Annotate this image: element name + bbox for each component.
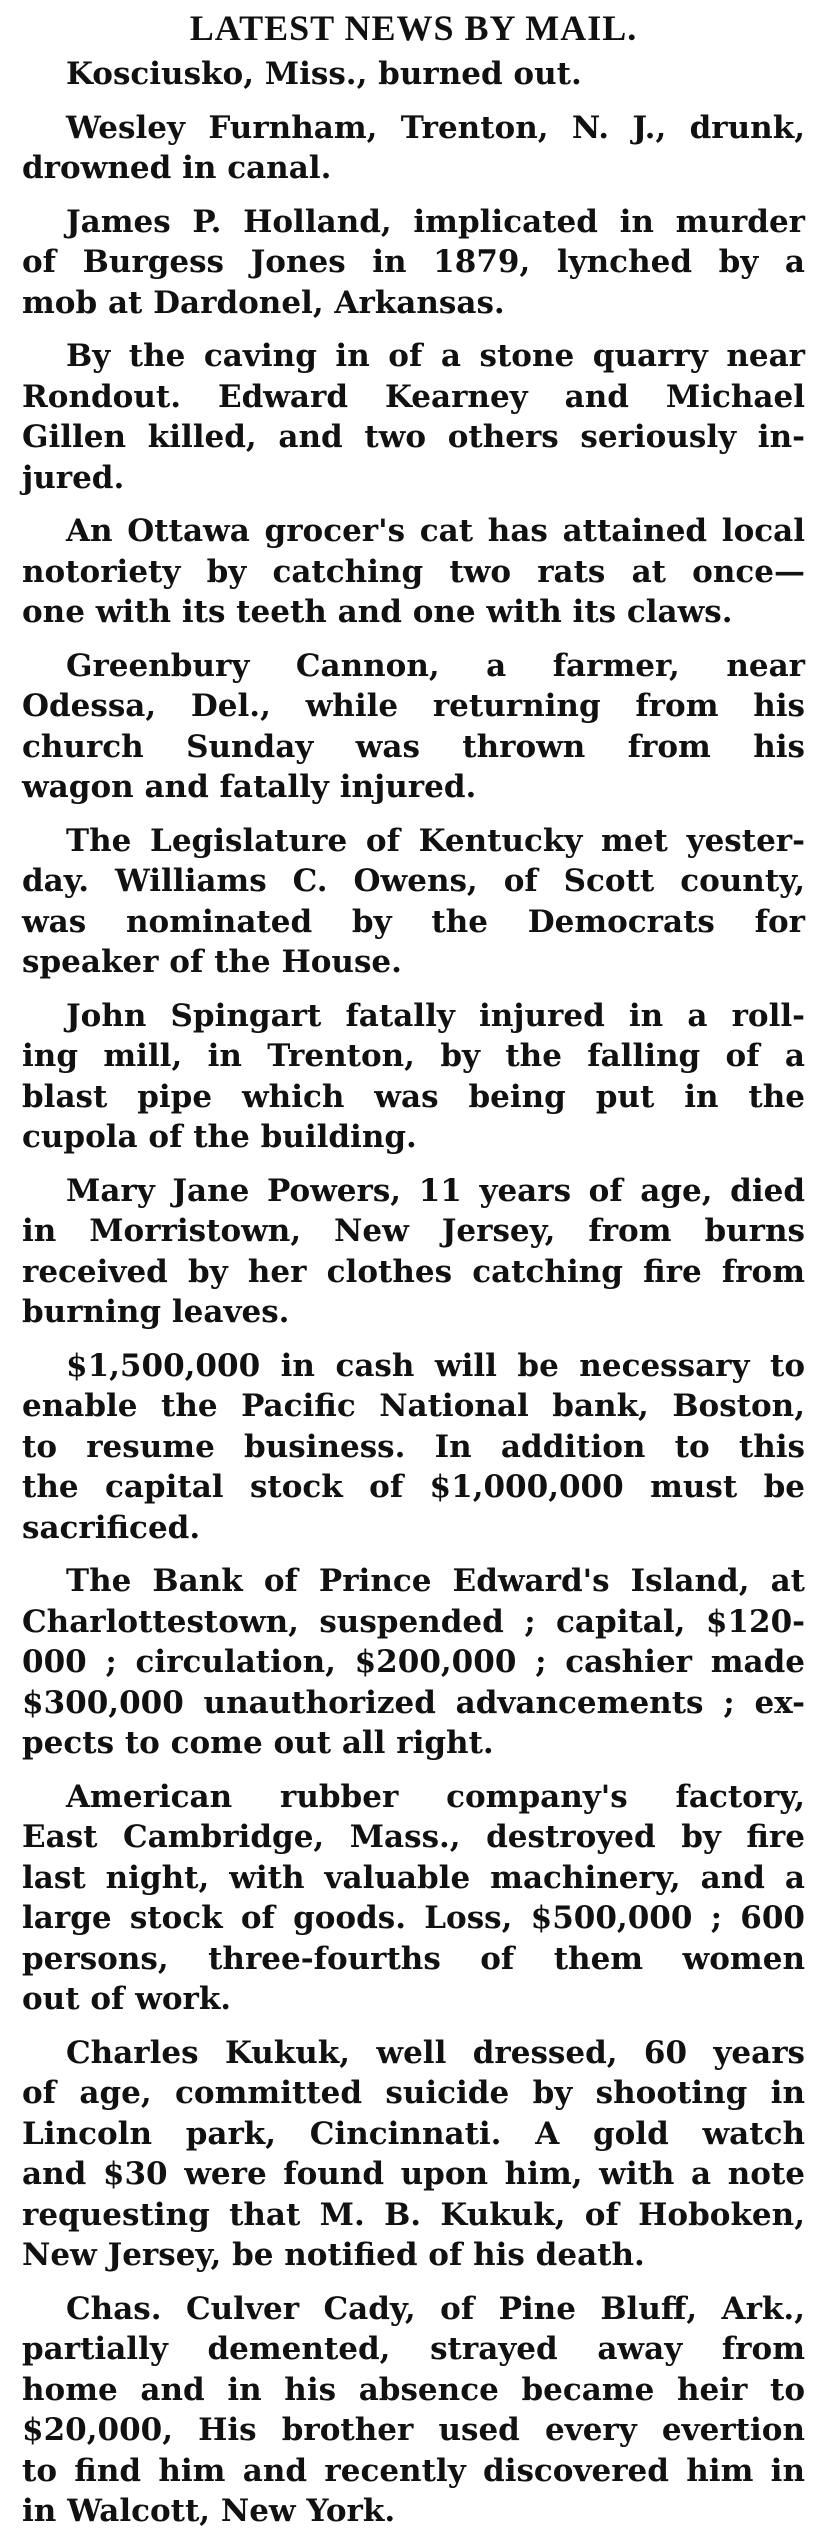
news-item xyxy=(22,108,805,189)
news-line: $1,500,000 in cash will be necessary to xyxy=(66,1347,805,1384)
news-item xyxy=(22,2289,805,2532)
news-item xyxy=(22,646,805,808)
news-line: Charlottestown, suspended ; capital, $120- xyxy=(22,1603,805,1640)
news-line: was nominated by the Democrats for xyxy=(22,903,805,940)
news-line: requesting that M. B. Kukuk, of Hoboken, xyxy=(22,2196,805,2233)
news-line: large stock of goods. Loss, $500,000 ; 600 xyxy=(22,1900,805,1936)
news-line: By the caving in of a stone quarry near xyxy=(66,338,805,374)
news-item xyxy=(22,54,805,95)
news-line: John Spingart fatally injured in a roll- xyxy=(66,997,805,1034)
news-line: $300,000 unauthorized advancements ; ex- xyxy=(22,1684,805,1721)
news-line: partially demented, strayed away from xyxy=(22,2331,805,2367)
news-item xyxy=(22,1346,805,1549)
news-line: Wesley Furnham, Trenton, N. J., drunk, xyxy=(66,109,805,146)
news-line: in Morristown, New Jersey, from burns xyxy=(22,1213,805,1249)
news-line: blast pipe which was being put in the xyxy=(22,1078,805,1115)
news-line: the capital stock of $1,000,000 must be xyxy=(22,1469,805,1505)
news-line: ing mill, in Trenton, by the falling of a xyxy=(22,1038,805,1074)
news-line: Odessa, Del., while returning from his xyxy=(22,688,805,724)
news-line: Kosciusko, Miss., burned out. xyxy=(66,56,582,92)
news-line: persons, three-fourths of them women xyxy=(22,1940,805,1977)
headline: LATEST NEWS BY MAIL. xyxy=(189,8,638,48)
news-item xyxy=(22,821,805,983)
news-line: sacrificed. xyxy=(22,1509,201,1546)
news-line: The Bank of Prince Edward's Island, at xyxy=(66,1563,805,1599)
news-line: to resume business. In addition to this xyxy=(22,1428,805,1465)
news-line: in Walcott, New York. xyxy=(22,2493,396,2529)
news-line: last night, with valuable machinery, and a xyxy=(22,1859,805,1896)
news-line: Rondout. Edward Kearney and Michael xyxy=(22,378,805,415)
news-line: 000 ; circulation, $200,000 ; cashier made xyxy=(22,1644,805,1680)
news-item xyxy=(22,1171,805,1333)
news-line: day. Williams C. Owens, of Scott county, xyxy=(22,863,805,899)
news-line: American rubber company's factory, xyxy=(66,1778,805,1815)
news-line: burning leaves. xyxy=(22,1294,290,1330)
news-line: East Cambridge, Mass., destroyed by fire xyxy=(22,1819,805,1855)
news-line: church Sunday was thrown from his xyxy=(22,728,805,765)
news-line: of age, committed suicide by shooting in xyxy=(22,2075,805,2111)
news-line: jured. xyxy=(22,459,125,496)
news-line: enable the Pacific National bank, Boston, xyxy=(22,1388,805,1424)
news-line: drowned in canal. xyxy=(22,150,332,186)
news-item xyxy=(22,511,805,633)
news-line: home and in his absence became heir to xyxy=(22,2371,805,2408)
news-line: An Ottawa grocer's cat has attained local xyxy=(66,513,805,549)
news-line: James P. Holland, implicated in murder xyxy=(66,203,805,240)
news-line: pects to come out all right. xyxy=(22,1725,494,1761)
news-line: cupola of the building. xyxy=(22,1119,417,1155)
news-line: Mary Jane Powers, 11 years of age, died xyxy=(66,1172,805,1209)
news-line: Charles Kukuk, well dressed, 60 years xyxy=(66,2034,805,2071)
news-line: out of work. xyxy=(22,1981,232,2017)
news-item xyxy=(22,996,805,1158)
news-item xyxy=(22,2033,805,2276)
news-line: Gillen killed, and two others seriously in- xyxy=(22,419,805,455)
news-line: mob at Dardonel, Arkansas. xyxy=(22,284,505,321)
news-line: Lincoln park, Cincinnati. A gold watch xyxy=(22,2115,805,2152)
news-line: speaker of the House. xyxy=(22,944,402,980)
news-item xyxy=(22,202,805,324)
news-line: The Legislature of Kentucky met yester- xyxy=(66,822,805,859)
news-line: of Burgess Jones in 1879, lynched by a xyxy=(22,244,805,280)
news-item xyxy=(22,1777,805,2020)
news-item xyxy=(22,336,805,498)
news-line: wagon and fatally injured. xyxy=(22,769,477,805)
news-line: one with its teeth and one with its claws. xyxy=(22,594,733,630)
news-line: New Jersey, be notified of his death. xyxy=(22,2237,645,2273)
news-line: received by her clothes catching fire from xyxy=(22,1253,805,1290)
news-item xyxy=(22,1561,805,1764)
news-line: Chas. Culver Cady, of Pine Bluff, Ark., xyxy=(66,2290,805,2327)
news-line: and $30 were found upon him, with a note xyxy=(22,2156,805,2192)
news-line: Greenbury Cannon, a farmer, near xyxy=(66,647,805,684)
news-line: to find him and recently discovered him in xyxy=(22,2452,805,2489)
news-items xyxy=(22,54,805,2532)
news-line: $20,000, His brother used every evertion xyxy=(22,2412,805,2448)
news-line: notoriety by catching two rats at once— xyxy=(22,553,805,590)
